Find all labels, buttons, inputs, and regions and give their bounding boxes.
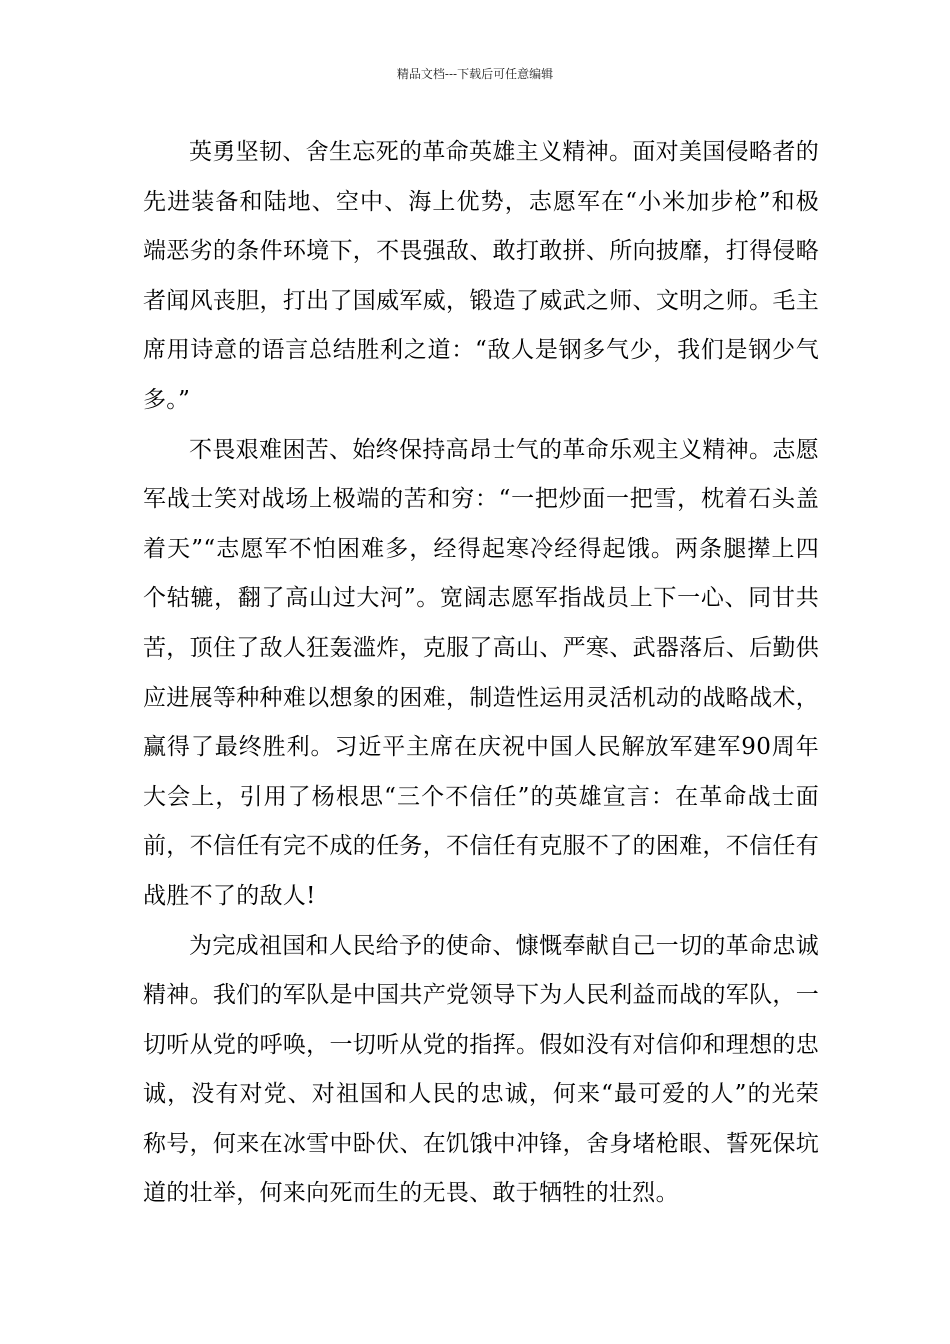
paragraph-optimism: 不畏艰难困苦、始终保持高昂士气的革命乐观主义精神。志愿军战士笑对战场上极端的苦和穷：“一把炒面一把雪，枕着石头盖着天”“志愿军不怕困难多，经得起寒冷经得起饿。两条腿撵上四个轱辘，翻了高山过大河”。宽阔志愿军指战员上下一心、同甘共苦，顶住了敌人狂轰滥炸，克服了高山、严寒、武器落后、后勤供应进展等种种难以想象的困难，制造性运用灵活机动的战略战术，赢得了最终胜利。习近平主席在庆祝中国人民解放军建军90周年大会上，引用了杨根思“三个不信任”的英雄宣言：在革命战士面前，不信任有完不成的任务，不信任有克服不了的困难，不信任有战胜不了的敌人! bbox=[143, 436, 819, 909]
paragraph-heroism: 英勇坚韧、舍生忘死的革命英雄主义精神。面对美国侵略者的先进装备和陆地、空中、海上优势，志愿军在“小米加步枪”和极端恶劣的条件环境下，不畏强敌、敢打敢拼、所向披靡，打得侵略者闻风丧胆，打出了国威军威，锻造了威武之师、文明之师。毛主席用诗意的语言总结胜利之道：“敌人是钢多气少，我们是钢少气多。” bbox=[143, 139, 819, 413]
paragraph-loyalty: 为完成祖国和人民给予的使命、慷慨奉献自己一切的革命忠诚精神。我们的军队是中国共产党领导下为人民利益而战的军队，一切听从党的呼唤，一切听从党的指挥。假如没有对信仰和理想的忠诚，没有对党、对祖国和人民的忠诚，何来“最可爱的人”的光荣称号，何来在冰雪中卧伏、在饥饿中冲锋，舍身堵枪眼、誓死保坑道的壮举，何来向死而生的无畏、敢于牺牲的壮烈。 bbox=[143, 932, 819, 1207]
document-body bbox=[143, 128, 819, 1219]
page-header: 精品文档---下载后可任意编辑 bbox=[396, 67, 554, 81]
